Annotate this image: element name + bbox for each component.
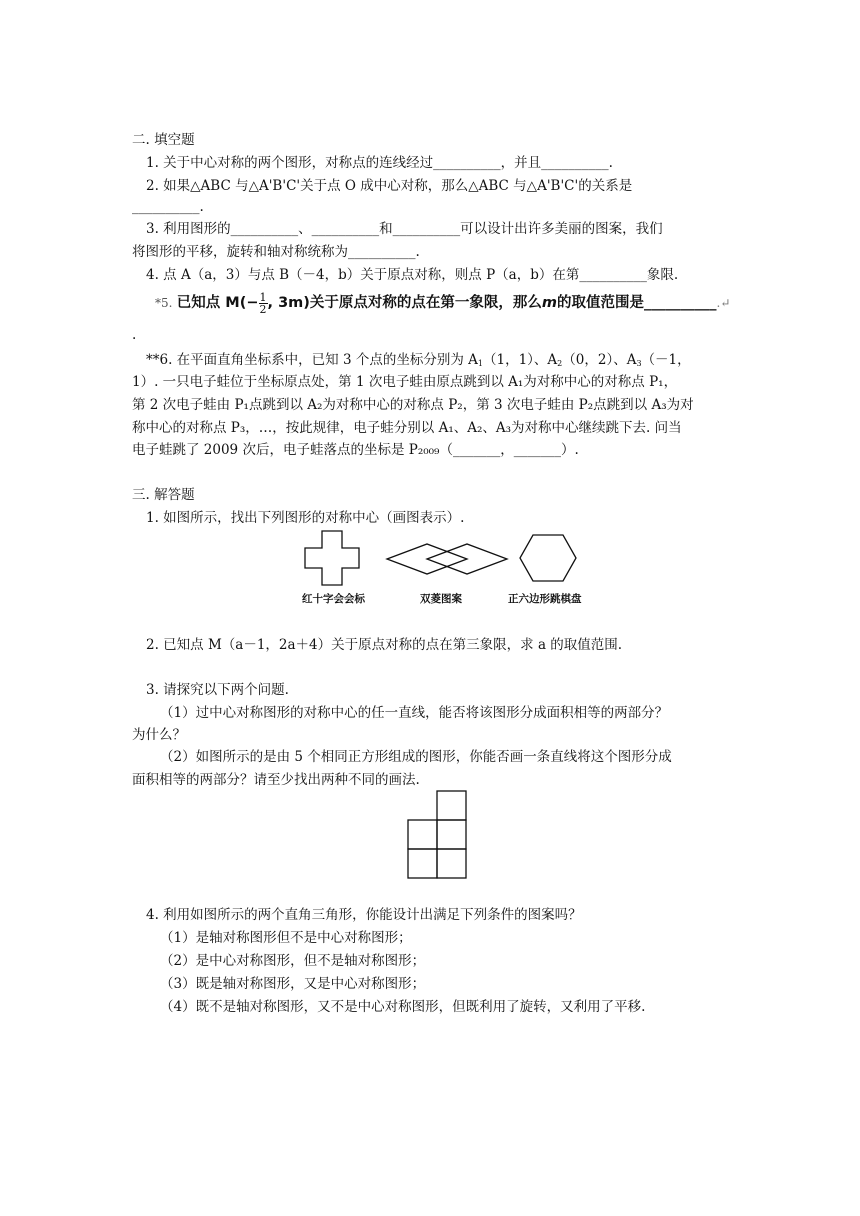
square-mid-right [437, 820, 466, 849]
question-2-3-line1: 3. 利用图形的__________、__________和__________可以设计出许多美丽的图案，我们 [146, 221, 663, 237]
q5-blank: __________ [644, 295, 717, 311]
q5-end: .↵ [716, 296, 731, 310]
q5-fraction-num: 1 [259, 291, 267, 304]
q5-prefix: *5. [155, 296, 173, 310]
caption-hexagon-board: 正六边形跳棋盘 [508, 593, 582, 605]
q5-fraction [259, 292, 268, 315]
question-2-2-line1: 2. 如果△ABC 与△A'B'C'关于点 O 成中心对称，那么△ABC 与△A'B'C'的关系是 [146, 178, 633, 194]
q5-m: m [541, 295, 558, 311]
question-2-3-line2: 将图形的平移，旋转和轴对称统称为__________. [132, 244, 420, 260]
question-2-6-line5: 电子蛙跳了 2009 次后，电子蛙落点的坐标是 P₂₀₀₉（_______，_______）. [132, 442, 579, 458]
question-2-1: 1. 关于中心对称的两个图形，对称点的连线经过__________，并且__________. [146, 155, 613, 171]
question-3-3-1-line2: 为什么？ [132, 727, 186, 743]
section-2-title: 二. 填空题 [132, 132, 195, 148]
question-2-5 [155, 290, 730, 316]
question-3-3-1-line1: （1）过中心对称图形的对称中心的任一直线，能否将该图形分成面积相等的两部分？ [160, 705, 669, 721]
q6-sub-a1: 1 [477, 359, 483, 368]
question-2-6-line2: 1）. 一只电子蛙位于坐标原点处，第 1 次电子蛙由原点跳到以 A₁为对称中心的对称点 P₁， [132, 374, 678, 390]
q6-sub-a2: 2 [557, 359, 563, 368]
question-3-1: 1. 如图所示，找出下列图形的对称中心（画图表示）. [146, 510, 465, 526]
square-mid-left [408, 820, 437, 849]
square-top-right [437, 791, 466, 820]
question-2-2-line2: __________. [132, 199, 204, 215]
stray-dot: . [132, 327, 137, 343]
question-3-4-item-4: （4）既不是轴对称图形，又不是中心对称图形，但既利用了旋转，又利用了平移. [160, 999, 646, 1015]
question-2-6-line4: 称中心的对称点 P₃，…，按此规律，电子蛙分别以 A₁、A₂、A₃为对称中心继续跳下去. 问当 [132, 420, 682, 436]
question-3-4-item-3: （3）既是轴对称图形，又是中心对称图形； [160, 976, 426, 992]
q6-seg-2: （0，2）、A [562, 352, 637, 368]
q5-text-b: , 3m)关于原点对称的点在第一象限，那么 [267, 295, 542, 311]
question-3-4-item-2: （2）是中心对称图形，但不是轴对称图形； [160, 953, 426, 969]
five-squares-figure [405, 788, 469, 882]
question-2-6-line3: 第 2 次电子蛙由 P₁点跳到以 A₂为对称中心的对称点 P₂，第 3 次电子蛙由 P₂点跳到以 A₃为对 [132, 397, 694, 413]
q5-text-a: 已知点 M(− [176, 295, 259, 311]
q6-line1-text: **6. 在平面直角坐标系中，已知 3 个点的坐标分别为 A [146, 352, 478, 368]
question-3-4-item-1: （1）是轴对称图形但不是中心对称图形； [160, 930, 412, 946]
question-3-2: 2. 已知点 M（a－1，2a＋4）关于原点对称的点在第三象限，求 a 的取值范围. [146, 637, 623, 653]
question-3-3-2-line1: （2）如图所示的是由 5 个相同正方形组成的图形，你能否画一条直线将这个图形分成 [160, 749, 672, 765]
red-cross-emblem-shape [305, 531, 359, 585]
caption-double-diamond: 双菱图案 [420, 593, 462, 605]
question-3-3-2-line2: 面积相等的两部分？请至少找出两种不同的画法. [132, 772, 420, 788]
section-3-title: 三. 解答题 [132, 487, 195, 503]
caption-red-cross: 红十字会会标 [302, 593, 365, 605]
question-2-4: 4. 点 A（a，3）与点 B（－4，b）关于原点对称，则点 P（a，b）在第__________象限. [146, 267, 679, 283]
question-3-4: 4. 利用如图所示的两个直角三角形，你能设计出满足下列条件的图案吗？ [146, 907, 582, 923]
question-2-6-line1 [146, 351, 691, 373]
q6-seg-1: （1，1）、A [482, 352, 558, 368]
square-bottom-left [408, 849, 437, 878]
q5-text-c: 的取值范围是 [557, 295, 645, 311]
hexagon-shape [520, 535, 576, 581]
q6-seg-3: （－1， [641, 352, 691, 368]
q6-sub-a3: 3 [636, 359, 642, 368]
square-bottom-right [437, 849, 466, 878]
question-3-3: 3. 请探究以下两个问题. [146, 682, 289, 698]
q5-fraction-den: 2 [259, 303, 267, 316]
